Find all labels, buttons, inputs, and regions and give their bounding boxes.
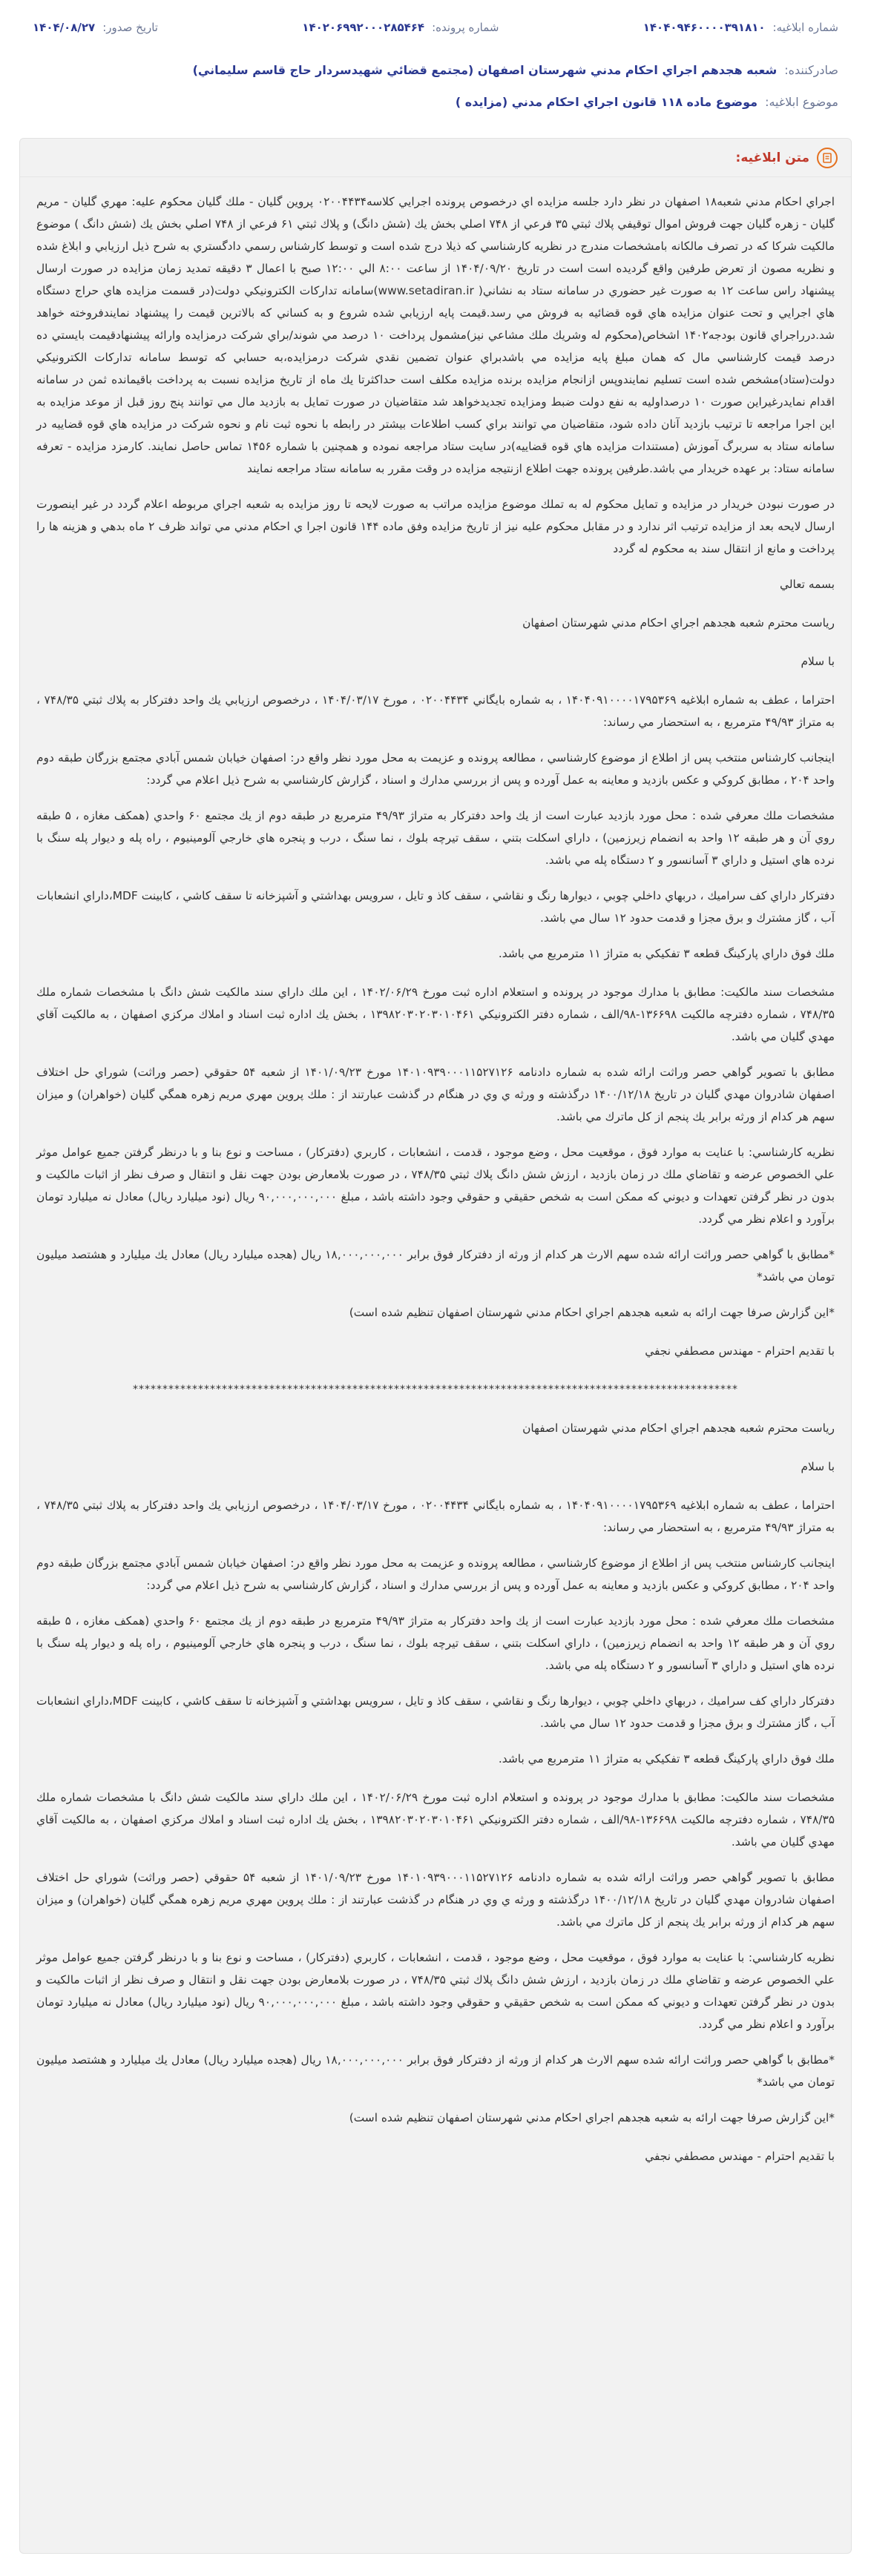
notice-paragraph: اجراي احكام مدني شعبه۱۸ اصفهان در نظر دارد جلسه مزايده اي درخصوص پرونده اجرايي كلاسه۰۲۰۰۴۴۳۴ پروين گليان - ملك گليان محكوم عليه: مهري گليان - مريم گليان - زهره گليان جهت فروش اموال توقيفي پلاك ثبتي ۳۵ فرعي از ۷۴۸ اصلي بخش يك (شش دانگ) و پلاك ثبتي ۶۱ فرعي از ۷۴۸ اصلي بخش يك (شش دانگ ) موضوع مالكيت شركا كه در تصرف مالكانه بامشخصات مندرج در نظريه كارشناسي كه ذيلا درج شده است و توسط كارشناس رسمي دادگستري به شرح ذيل ارزيابي و ابلاغ شده و نظريه مصون از تعرض طرفين واقع گرديده است است در تاريخ ۱۴۰۴/۰۹/۲۰ از ساعت ۸:۰۰ الي ۱۲:۰۰ صبح با اعمال ۳ دقيقه تمديد زمان مزايده در صورت ارسال پيشنهاد راس ساعت ۱۲ به صورت غير حضوري در سامانه ستاد به نشاني( www.setadiran.ir)سامانه تداركات الكترونيكي دولت(در قسمت مزايده هاي حراج دستگاه هاي اجرايي و تحت عنوان مزايده هاي قوه قضائيه به فروش مي رسد.قيمت پايه ارزيابي شده شروع و به كساني كه بالاترين قيمت را پيشنهاد نمايندفروخته خواهد شد.درراجراي قانون بودجه۱۴۰۲ اشخاص(محكوم له وشريك ملك مشاعي نيز)مشمول پرداخت ۱۰ درصد مي شوند/براي شركت درمزايده وارائه پيشنهادقيمت بايستي ده درصد قيمت كارشناسي مال كه همان مبلغ پايه مزايده مي باشدبراي عنوان تضمين نقدي شركت درمزايده،به حسابي كه توسط سامانه تداركات الكترونيكي دولت(ستاد)مشخص شده است تسليم نمايندوپس ازانجام مزايده برنده مزايده مكلف است حداكثرتا يك ماه از تاريخ مزايده نسبت به پرداخت باقيمانده ثمن در سامانه اقدام نمايدرغيراين صورت ۱۰ درصداوليه به نفع دولت ضبط ومزايده تجديدخواهد شد متقاضيان در صورت تمايل به بازديد مال مي توانند پنج روز قبل از موعد مزايده به اين اجرا مراجعه تا ترتيب بازديد آنان داده شود، متقاضيان مي توانند براي كسب اطلاعات بيشتر در رابطه با نحوه ثبت نام و نحوه شركت در مزايده هاي قوه قضاييه در سامانه ستاد به سربرگ آموزش (مستندات مزايده هاي قوه قضاييه)در سايت ستاد مراجعه نموده و همچنين با شماره ۱۴۵۶ تماس حاصل نمايند. كارمزد مزايده - تعرفه سامانه ستاد: بر عهده خريدار مي باشد.طرفين پرونده جهت اطلاع ازنتيجه مزايده در وقت مقرر به سامانه ستاد مراجعه نمايند bbox=[36, 195, 835, 475]
meta-row bbox=[0, 0, 871, 55]
issue-date-label: تاریخ صدور: bbox=[102, 21, 158, 34]
document-icon-glyph bbox=[822, 153, 832, 163]
notice-body bbox=[20, 177, 851, 2167]
notice-paragraph: مطابق با تصوير گواهي حصر وراثت ارائه شده به شماره دادنامه ۱۴۰۱۰۹۳۹۰۰۰۱۱۵۲۷۱۲۶ مورخ ۱۴۰۱/۰۹/۲۳ از شعبه ۵۴ حقوقي (حصر وراثت) شوراي حل اختلاف اصفهان شادروان مهدي گليان در تاريخ ۱۴۰۰/۱۲/۱۸ درگذشته و ورثه ي وي در هنگام در گذشت عبارتند از : ملك پروين مهري مريم زهره همگي گليان (خواهران) و ميزان سهم هر كدام از ورثه برابر يك پنجم از كل ماترك مي باشد. bbox=[36, 1066, 835, 1123]
notice-panel bbox=[19, 138, 852, 2554]
notice-number-label: شماره ابلاغیه: bbox=[772, 21, 838, 34]
subject-value: موضوع ماده ۱۱۸ قانون اجراي احكام مدني (مزايده ) bbox=[455, 94, 758, 109]
subject-row bbox=[0, 85, 871, 119]
case-number-label: شماره پرونده: bbox=[432, 21, 499, 34]
issue-date-value: ۱۴۰۴/۰۸/۲۷ bbox=[33, 21, 96, 34]
sender-label: صادرکننده: bbox=[784, 62, 838, 77]
sender-row bbox=[0, 55, 871, 85]
notice-paragraph: *اين گزارش صرفا جهت ارائه به شعبه هجدهم اجراي احكام مدني شهرستان اصفهان تنظيم شده است) bbox=[349, 2111, 835, 2124]
notice-paragraph: *اين گزارش صرفا جهت ارائه به شعبه هجدهم اجراي احكام مدني شهرستان اصفهان تنظيم شده است) bbox=[349, 1306, 835, 1319]
notice-paragraph: ملك فوق داراي پاركينگ قطعه ۳ تفكيكي به متراژ ۱۱ مترمربع مي باشد. bbox=[498, 1752, 835, 1766]
document-icon bbox=[817, 148, 838, 168]
notice-header bbox=[20, 139, 851, 177]
case-number-value: ۱۴۰۲۰۶۹۹۲۰۰۰۲۸۵۴۶۴ bbox=[302, 21, 425, 34]
issue-date bbox=[33, 21, 158, 34]
notice-paragraph: اينجانب كارشناس منتخب پس از اطلاع از موضوع كارشناسي ، مطالعه پرونده و عزيمت به محل مورد نظر واقع در: اصفهان خيابان شمس آبادي مجتمع بزرگان طبقه دوم واحد ۲۰۴ ، مطابق كروكي و عكس بازديد و معاينه به عمل آورده و پس از بررسي مدارك و اسناد ، گزارش كارشناسي به شرح ذيل اعلام مي گردد: bbox=[36, 751, 835, 787]
notice-paragraph: رياست محترم شعبه هجدهم اجراي احكام مدني شهرستان اصفهان bbox=[522, 616, 835, 630]
notice-paragraph: نظريه كارشناسي: با عنايت به موارد فوق ، موقعيت محل ، وضع موجود ، قدمت ، انشعابات ، كاربري (دفتركار) ، مساحت و نوع بنا و با درنظر گرفتن جميع عوامل موثر علي الخصوص عرضه و تقاضاي ملك در زمان بازديد ، ارزش شش دانگ پلاك ثبتي ۷۴۸/۳۵ ، در صورت بلامعارض بودن جهت نقل و انتقال و صرف نظر از اثبات مالكيت و بدون در نظر گرفتن تعهدات و ديوني كه ممكن است به شخص حقيقي و حقوقي وجود داشته باشد ، مبلغ ۹۰,۰۰۰,۰۰۰,۰۰۰ ريال (نود ميليارد ريال) معادل نه ميليارد تومان برآورد و اعلام نظر مي گردد. bbox=[36, 1951, 835, 2031]
notice-paragraph: احتراما ، عطف به شماره ابلاغيه ۱۴۰۴۰۹۱۰۰۰۰۱۷۹۵۳۶۹ ، به شماره بايگاني ۰۲۰۰۴۴۳۴ ، مورخ ۱۴۰۴/۰۳/۱۷ ، درخصوص ارزيابي يك واحد دفتركار به پلاك ثبتي ۷۴۸/۳۵ ، به متراژ ۴۹/۹۳ مترمربع ، به استحضار مي رساند: bbox=[36, 1499, 835, 1534]
notice-title: متن ابلاغیه: bbox=[735, 150, 809, 165]
notice-paragraph: با تقديم احترام - مهندس مصطفي نجفي bbox=[645, 1344, 835, 1358]
notice-paragraph: با سلام bbox=[801, 1460, 835, 1473]
notice-paragraph: رياست محترم شعبه هجدهم اجراي احكام مدني شهرستان اصفهان bbox=[522, 1421, 835, 1435]
notice-number-value: ۱۴۰۴۰۹۴۶۰۰۰۰۳۹۱۸۱۰ bbox=[642, 21, 766, 34]
notice-paragraph: مشخصات ملك معرفي شده : محل مورد بازديد عبارت است از يك واحد دفتركار به متراژ ۴۹/۹۳ مترمربع در طبقه دوم از يك مجتمع ۶۰ واحدي (همكف مغازه ، ۵ طبقه روي آن و هر طبقه ۱۲ واحد به انضمام زيرزمين) ، داراي اسكلت بتني ، سقف تيرچه بلوك ، نما سنگ ، درب و پنجره هاي خارجي آلومينيوم ، راه پله و ديوار پله سنگ با نرده هاي استيل و داراي ۳ آسانسور و ۲ دستگاه پله مي باشد. bbox=[36, 1614, 835, 1672]
notice-paragraph: *مطابق با گواهي حصر وراثت ارائه شده سهم الارث هر كدام از ورثه از دفتركار فوق برابر ۱۸,۰۰۰,۰۰۰,۰۰۰ ريال (هجده ميليارد ريال) معادل يك ميليارد و هشتصد ميليون تومان مي باشد* bbox=[36, 1248, 835, 1284]
sender-value: شعبه هجدهم اجراي احكام مدني شهرستان اصفهان (مجتمع قضائي شهيدسردار حاج قاسم سليماني) bbox=[192, 62, 778, 77]
notice-paragraph: اينجانب كارشناس منتخب پس از اطلاع از موضوع كارشناسي ، مطالعه پرونده و عزيمت به محل مورد نظر واقع در: اصفهان خيابان شمس آبادي مجتمع بزرگان طبقه دوم واحد ۲۰۴ ، مطابق كروكي و عكس بازديد و معاينه به عمل آورده و پس از بررسي مدارك و اسناد ، گزارش كارشناسي به شرح ذيل اعلام مي گردد: bbox=[36, 1556, 835, 1592]
notice-paragraph: مشخصات سند مالكيت: مطابق با مدارك موجود در پرونده و استعلام اداره ثبت مورخ ۱۴۰۲/۰۶/۲۹ ، اين ملك داراي سند مالكيت شش دانگ با مشخصات شماره ملك ۷۴۸/۳۵ ، شماره دفترچه مالكيت ۱۳۶۶۹۸-۹۸/الف ، شماره دفتر الكترونيكي ۱۳۹۸۲۰۳۰۲۰۳۰۱۰۴۶۱ ، بخش يك اداره ثبت اسناد و املاك مركزي اصفهان ، به مالكيت آقاي مهدي گليان مي باشد. bbox=[36, 1791, 835, 1849]
notice-paragraph: ملك فوق داراي پاركينگ قطعه ۳ تفكيكي به متراژ ۱۱ مترمربع مي باشد. bbox=[498, 947, 835, 960]
separator-line: ****************************************************************************************************** bbox=[133, 1384, 738, 1396]
notice-paragraph: با سلام bbox=[801, 655, 835, 668]
notice-paragraph: دفتركار داراي كف سراميك ، دربهاي داخلي چوبي ، ديوارها رنگ و نقاشي ، سقف كاذ و تايل ، سرويس بهداشتي و آشپزخانه تا سقف كاشي ، كابينت MDF،داراي انشعابات آب ، گاز مشترك و برق مجزا و قدمت حدود ۱۲ سال مي باشد. bbox=[36, 1694, 835, 1730]
notice-paragraph: با تقديم احترام - مهندس مصطفي نجفي bbox=[645, 2150, 835, 2163]
notice-paragraph: *مطابق با گواهي حصر وراثت ارائه شده سهم الارث هر كدام از ورثه از دفتركار فوق برابر ۱۸,۰۰۰,۰۰۰,۰۰۰ ريال (هجده ميليارد ريال) معادل يك ميليارد و هشتصد ميليون تومان مي باشد* bbox=[36, 2053, 835, 2089]
notice-paragraph: در صورت نبودن خريدار در مزايده و تمايل محكوم له به تملك موضوع مزايده مراتب به صورت لايحه تا روز مزايده به شعبه اجراي مربوطه اعلام گردد در غير اينصورت ارسال لايحه بعد از مزايده ترتيب اثر ندارد و در مقابل محكوم عليه نيز از تاريخ مزايده وفق ماده ۱۴۴ قانون اجرا ي احكام مدني مي تواند ظرف ۲ ماه بدهي و هزينه ها را پرداخت و مانع از انتقال سند به محكوم له گردد bbox=[36, 498, 835, 555]
notice-paragraph: احتراما ، عطف به شماره ابلاغيه ۱۴۰۴۰۹۱۰۰۰۰۱۷۹۵۳۶۹ ، به شماره بايگاني ۰۲۰۰۴۴۳۴ ، مورخ ۱۴۰۴/۰۳/۱۷ ، درخصوص ارزيابي يك واحد دفتركار به پلاك ثبتي ۷۴۸/۳۵ ، به متراژ ۴۹/۹۳ مترمربع ، به استحضار مي رساند: bbox=[36, 693, 835, 729]
notice-paragraph: نظريه كارشناسي: با عنايت به موارد فوق ، موقعيت محل ، وضع موجود ، قدمت ، انشعابات ، كاربري (دفتركار) ، مساحت و نوع بنا و با درنظر گرفتن جميع عوامل موثر علي الخصوص عرضه و تقاضاي ملك در زمان بازديد ، ارزش شش دانگ پلاك ثبتي ۷۴۸/۳۵ ، در صورت بلامعارض بودن جهت نقل و انتقال و صرف نظر از اثبات مالكيت و بدون در نظر گرفتن تعهدات و ديوني كه ممكن است به شخص حقيقي و حقوقي وجود داشته باشد ، مبلغ ۹۰,۰۰۰,۰۰۰,۰۰۰ ريال (نود ميليارد ريال) معادل نه ميليارد تومان برآورد و اعلام نظر مي گردد. bbox=[36, 1146, 835, 1226]
notice-paragraph: مطابق با تصوير گواهي حصر وراثت ارائه شده به شماره دادنامه ۱۴۰۱۰۹۳۹۰۰۰۱۱۵۲۷۱۲۶ مورخ ۱۴۰۱/۰۹/۲۳ از شعبه ۵۴ حقوقي (حصر وراثت) شوراي حل اختلاف اصفهان شادروان مهدي گليان در تاريخ ۱۴۰۰/۱۲/۱۸ درگذشته و ورثه ي وي در هنگام در گذشت عبارتند از : ملك پروين مهري مريم زهره همگي گليان (خواهران) و ميزان سهم هر كدام از ورثه برابر يك پنجم از كل ماترك مي باشد. bbox=[36, 1871, 835, 1929]
notice-number bbox=[643, 21, 838, 34]
notice-paragraph: دفتركار داراي كف سراميك ، دربهاي داخلي چوبي ، ديوارها رنگ و نقاشي ، سقف كاذ و تايل ، سرويس بهداشتي و آشپزخانه تا سقف كاشي ، كابينت MDF،داراي انشعابات آب ، گاز مشترك و برق مجزا و قدمت حدود ۱۲ سال مي باشد. bbox=[36, 889, 835, 925]
case-number bbox=[302, 21, 499, 34]
notice-paragraph: مشخصات سند مالكيت: مطابق با مدارك موجود در پرونده و استعلام اداره ثبت مورخ ۱۴۰۲/۰۶/۲۹ ، اين ملك داراي سند مالكيت شش دانگ با مشخصات شماره ملك ۷۴۸/۳۵ ، شماره دفترچه مالكيت ۱۳۶۶۹۸-۹۸/الف ، شماره دفتر الكترونيكي ۱۳۹۸۲۰۳۰۲۰۳۰۱۰۴۶۱ ، بخش يك اداره ثبت اسناد و املاك مركزي اصفهان ، به مالكيت آقاي مهدي گليان مي باشد. bbox=[36, 985, 835, 1043]
notice-paragraph: مشخصات ملك معرفي شده : محل مورد بازديد عبارت است از يك واحد دفتركار به متراژ ۴۹/۹۳ مترمربع در طبقه دوم از يك مجتمع ۶۰ واحدي (همكف مغازه ، ۵ طبقه روي آن و هر طبقه ۱۲ واحد به انضمام زيرزمين) ، داراي اسكلت بتني ، سقف تيرچه بلوك ، نما سنگ ، درب و پنجره هاي خارجي آلومينيوم ، راه پله و ديوار پله سنگ با نرده هاي استيل و داراي ۳ آسانسور و ۲ دستگاه پله مي باشد. bbox=[36, 809, 835, 867]
subject-label: موضوع ابلاغیه: bbox=[765, 94, 838, 109]
notice-paragraph: بسمه تعالي bbox=[780, 578, 835, 591]
